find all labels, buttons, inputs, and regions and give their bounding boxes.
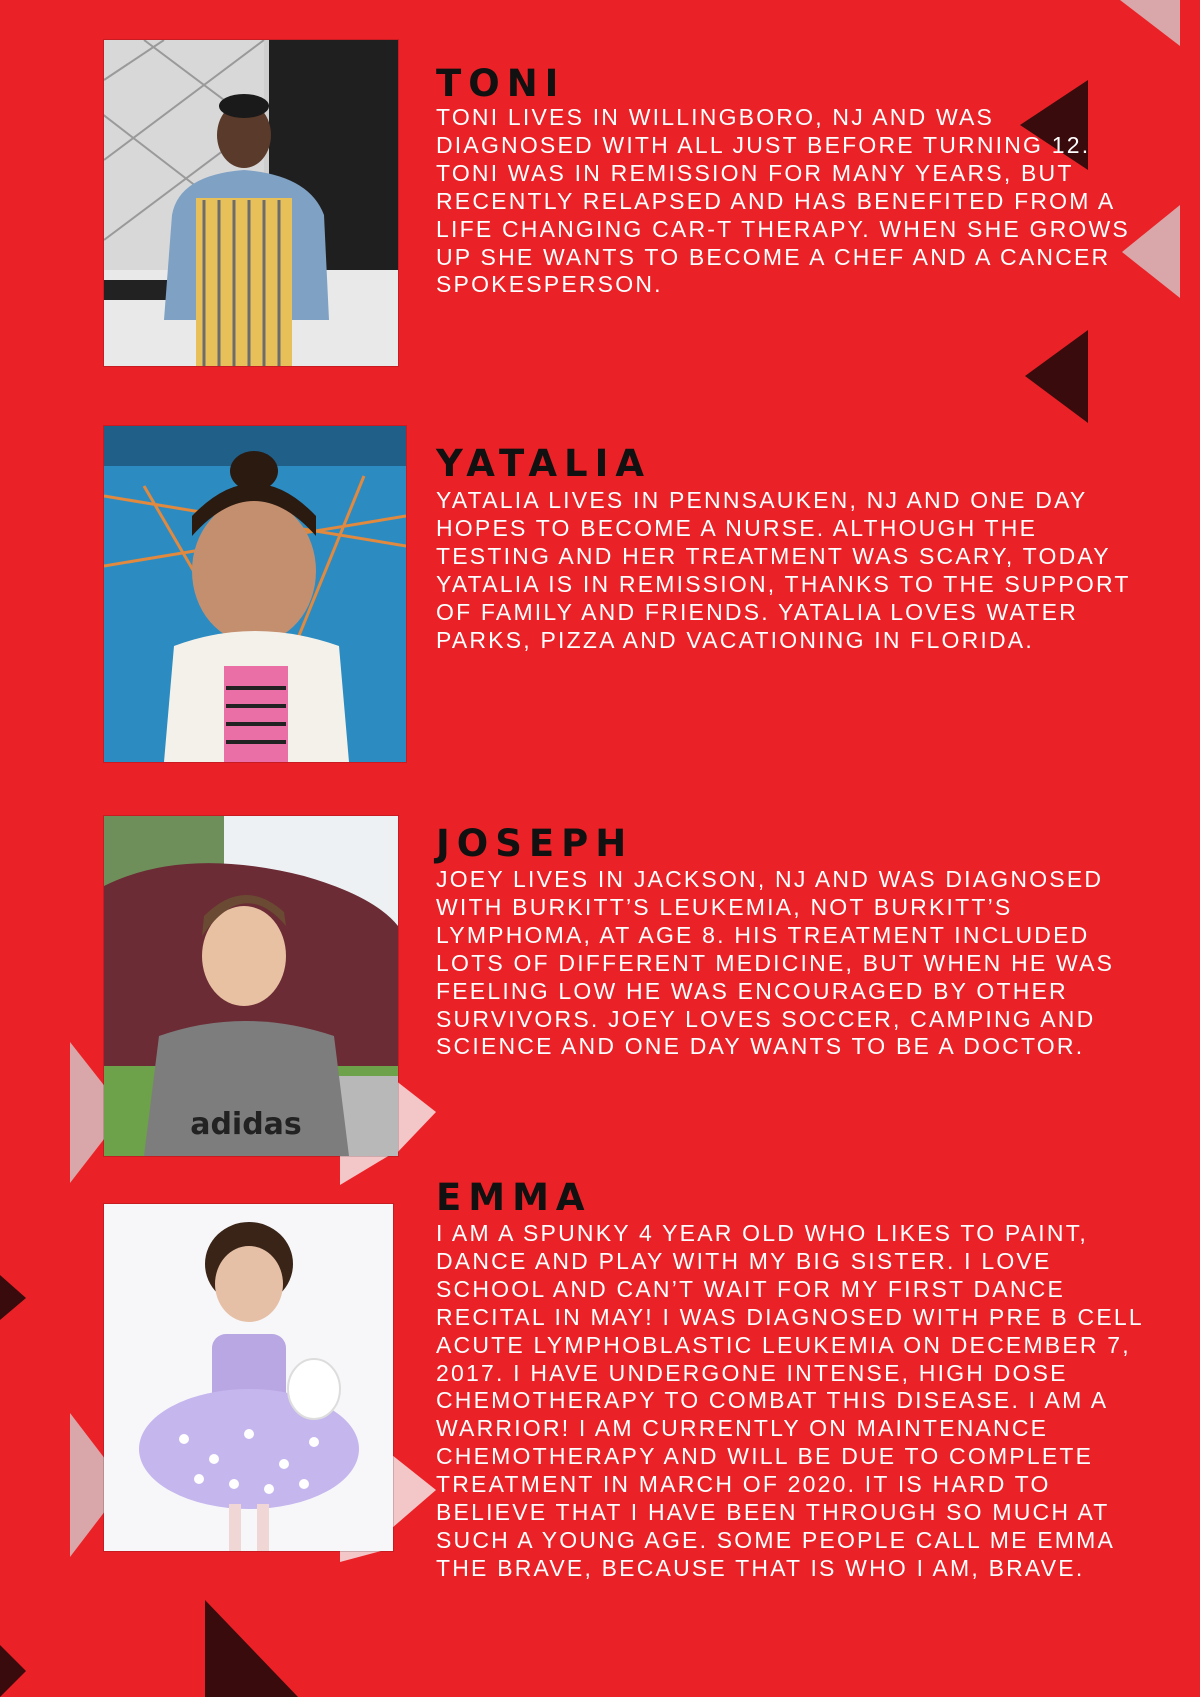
yatalia-photo: [103, 425, 407, 763]
triangle-light-top-right: [1120, 0, 1180, 46]
triangle-light-joseph-right: [395, 1080, 436, 1155]
toni-bio: TONI LIVES IN WILLINGBORO, NJ AND WAS DIAGNOSED WITH ALL JUST BEFORE TURNING 12. TONI WAS IN REMISSION FOR MANY YEARS, BUT RECENTLY RELAPSED AND HAS BENEFITED FROM A LIFE CHANGING CAR-T THERAPY. WHEN SHE GROWS UP SHE WANTS TO BECOME A CHEF AND A CANCER SPOKESPERSON.: [436, 104, 1130, 298]
toni-name: TONI: [436, 62, 566, 105]
emma-photo: [103, 1203, 394, 1552]
emma-bio: I AM A SPUNKY 4 YEAR OLD WHO LIKES TO PAINT, DANCE AND PLAY WITH MY BIG SISTER. I LOVE SCHOOL AND CAN’T WAIT FOR MY FIRST DANCE RECITAL IN MAY! I WAS DIAGNOSED WITH PRE B CELL ACUTE LYMPHOBLASTIC LEUKEMIA ON DECEMBER 7, 2017. I HAVE UNDERGONE INTENSE, HIGH DOSE CHEMOTHERAPY TO COMBAT THIS DISEASE. I AM A WARRIOR! I AM CURRENTLY ON MAINTENANCE CHEMOTHERAPY AND WILL BE DUE TO COMPLETE TREATMENT IN MARCH OF 2020. IT IS HARD TO BELIEVE THAT I HAVE BEEN THROUGH SO MUCH AT SUCH A YOUNG AGE. SOME PEOPLE CALL ME EMMA THE BRAVE, BECAUSE THAT IS WHO I AM, BRAVE.: [436, 1220, 1144, 1581]
triangle-dark-bottom-left: [0, 1645, 26, 1697]
triangle-dark-toni-2: [1025, 330, 1088, 423]
yatalia-name: YATALIA: [436, 442, 651, 485]
triangle-light-emma-right: [392, 1455, 436, 1528]
triangle-dark-bottom: [205, 1600, 298, 1697]
emma-name: EMMA: [436, 1176, 592, 1219]
triangle-dark-emma-left: [0, 1275, 26, 1320]
shirt-logo-text: adidas: [190, 1107, 302, 1142]
toni-photo: [103, 39, 399, 367]
yatalia-bio: YATALIA LIVES IN PENNSAUKEN, NJ AND ONE DAY HOPES TO BECOME A NURSE. ALTHOUGH THE TESTING AND HER TREATMENT WAS SCARY, TODAY YATALIA IS IN REMISSION, THANKS TO THE SUPPORT OF FAMILY AND FRIENDS. YATALIA LOVES WATER PARKS, PIZZA AND VACATIONING IN FLORIDA.: [436, 487, 1131, 653]
joseph-photo: [103, 815, 399, 1157]
joseph-bio: JOEY LIVES IN JACKSON, NJ AND WAS DIAGNOSED WITH BURKITT’S LEUKEMIA, NOT BURKITT’S LYMPHOMA, AT AGE 8. HIS TREATMENT INCLUDED LOTS OF DIFFERENT MEDICINE, BUT WHEN HE WAS FEELING LOW HE WAS ENCOURAGED BY OTHER SURVIVORS. JOEY LOVES SOCCER, CAMPING AND SCIENCE AND ONE DAY WANTS TO BE A DOCTOR.: [436, 866, 1115, 1060]
joseph-name: JOSEPH: [436, 822, 634, 865]
